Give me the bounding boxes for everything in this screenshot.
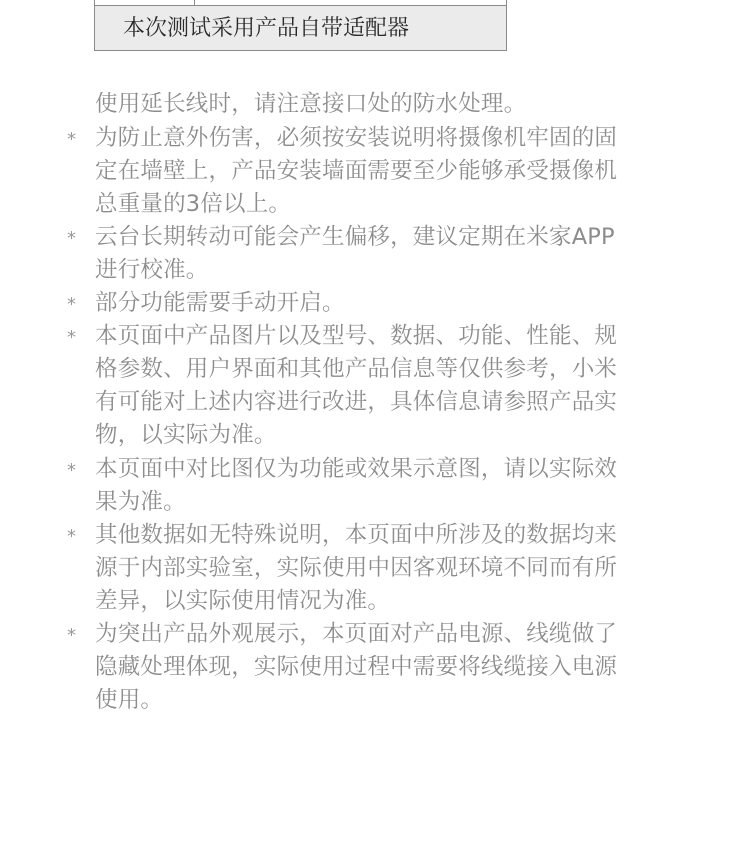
note-line: 隐藏处理体现，实际使用过程中需要将线缆接入电源 — [95, 654, 618, 680]
note-bullet: * — [67, 526, 76, 547]
note-line: 云台长期转动可能会产生偏移，建议定期在米家APP — [95, 224, 615, 250]
note-line: 格参数、用户界面和其他产品信息等仅供参考，小米 — [95, 356, 618, 382]
table-row — [94, 5, 507, 51]
note-line: 定在墙壁上，产品安装墙面需要至少能够承受摄像机 — [95, 158, 618, 184]
note-line: 差异，以实际使用情况为准。 — [95, 588, 391, 614]
note-bullet: * — [67, 625, 76, 646]
note-line: 进行校准。 — [95, 257, 209, 283]
note-line: 本页面中产品图片以及型号、数据、功能、性能、规 — [95, 323, 618, 349]
note-line: 本页面中对比图仅为功能或效果示意图，请以实际效 — [95, 456, 618, 482]
note-line: 为防止意外伤害，必须按安装说明将摄像机牢固的固 — [95, 125, 618, 151]
note-line: 为突出产品外观展示，本页面对产品电源、线缆做了 — [95, 621, 618, 647]
note-bullet: * — [67, 129, 76, 150]
note-line: 果为准。 — [95, 489, 186, 515]
note-bullet: * — [67, 327, 76, 348]
note-line: 有可能对上述内容进行改进，具体信息请参照产品实 — [95, 389, 618, 415]
note-line: 使用。 — [95, 687, 164, 713]
note-line: 其他数据如无特殊说明，本页面中所涉及的数据均来 — [95, 522, 618, 548]
note-bullet: * — [67, 460, 76, 481]
table-cell-adapter-note: 本次测试采用产品自带适配器 — [123, 16, 410, 41]
spec-table — [94, 0, 507, 52]
note-continuation-line: 使用延长线时，请注意接口处的防水处理。 — [95, 91, 527, 117]
note-line: 物，以实际为准。 — [95, 422, 277, 448]
note-line: 部分功能需要手动开启。 — [95, 290, 345, 316]
note-bullet: * — [67, 228, 76, 249]
note-bullet: * — [67, 294, 76, 315]
note-line: 总重量的3倍以上。 — [95, 191, 292, 217]
note-line: 源于内部实验室，实际使用中因客观环境不同而有所 — [95, 555, 618, 581]
